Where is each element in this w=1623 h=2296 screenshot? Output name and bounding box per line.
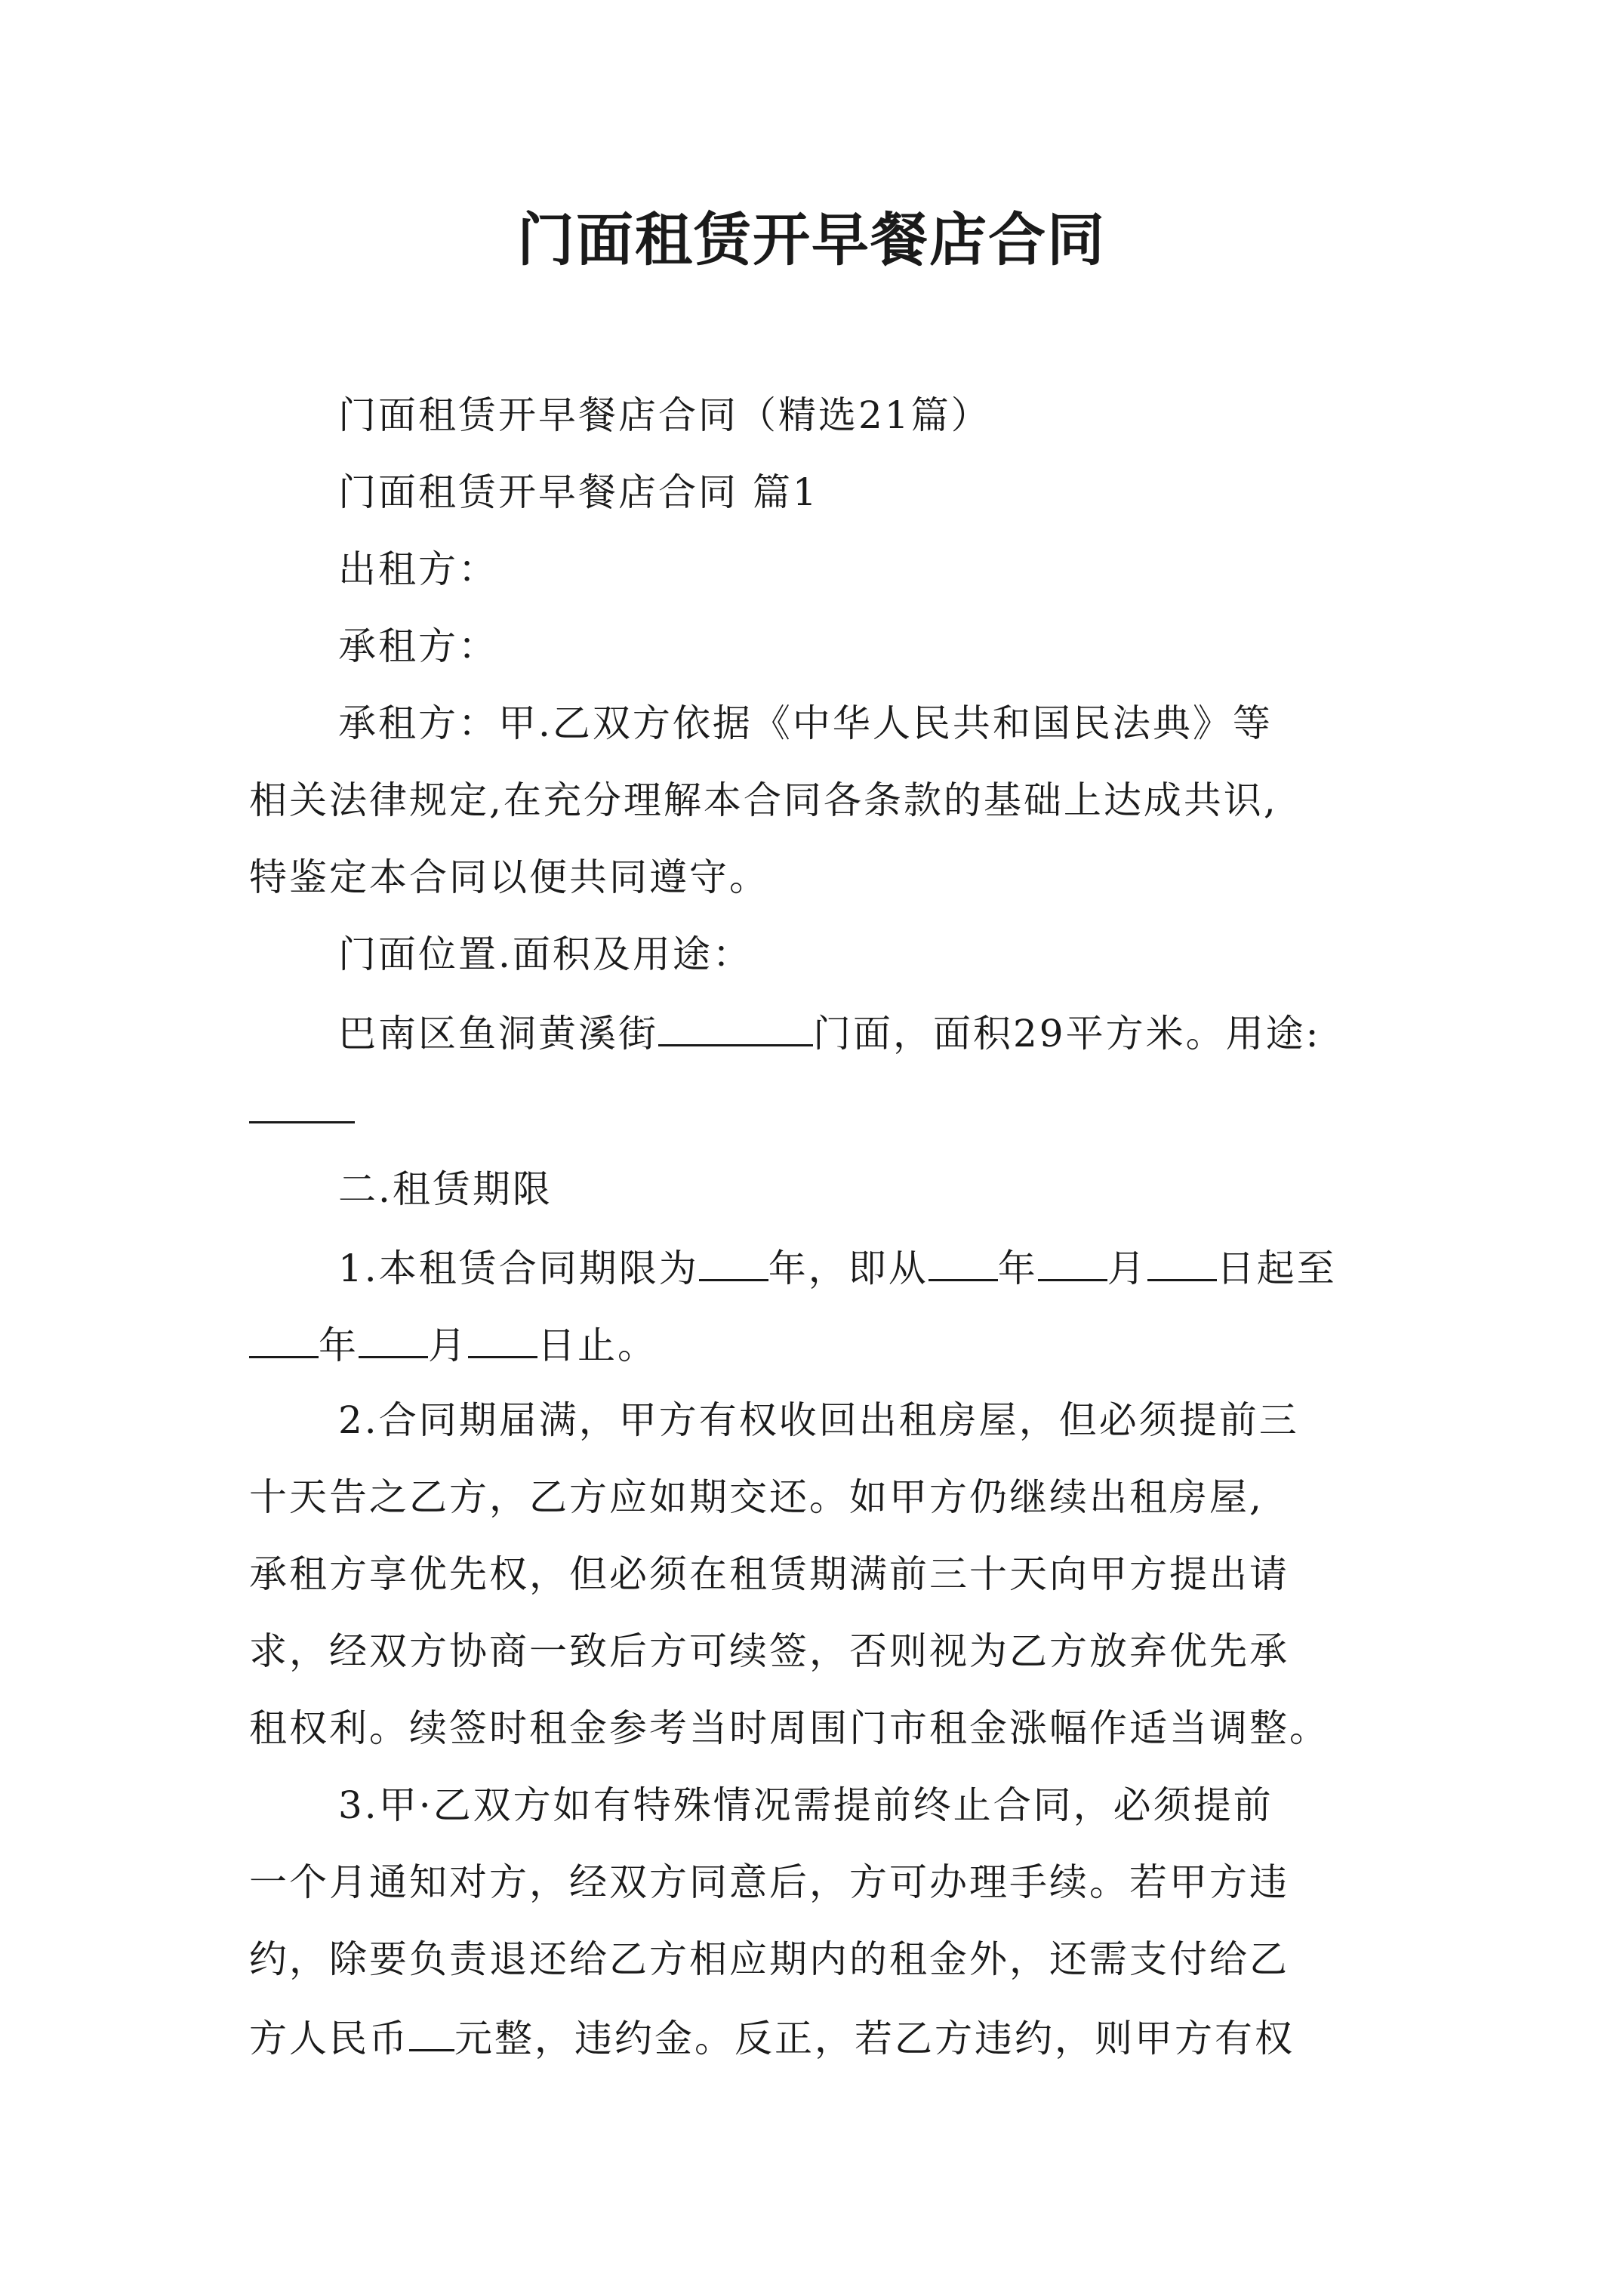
clause-line: 十天告之乙方，乙方应如期交还。如甲方仍继续出租房屋, bbox=[249, 1475, 1264, 1519]
section-heading: 门面租赁开早餐店合同 篇1 bbox=[338, 470, 819, 514]
clause-line bbox=[338, 1240, 1337, 1295]
clause-text: 方人民币 bbox=[249, 2017, 409, 2060]
clause-line: 求，经双方协商一致后方可续签，否则视为乙方放弃优先承 bbox=[249, 1629, 1289, 1673]
fill-in-blank bbox=[468, 1317, 537, 1358]
clause-text: 年 bbox=[997, 1247, 1038, 1290]
fill-in-blank bbox=[409, 2010, 454, 2051]
clause-text: 年，即从 bbox=[768, 1247, 929, 1290]
fill-in-blank bbox=[1038, 1240, 1107, 1281]
location-text: 巴南区鱼洞黄溪街 bbox=[338, 1012, 658, 1056]
location-line bbox=[338, 1005, 1320, 1060]
clause-line bbox=[249, 2010, 1295, 2065]
fill-in-blank bbox=[1147, 1240, 1217, 1281]
intro-line: 特鉴定本合同以便共同遵守。 bbox=[249, 855, 769, 899]
location-heading: 门面位置.面积及用途： bbox=[338, 932, 753, 976]
fill-in-blank bbox=[359, 1317, 428, 1358]
usage-blank-line bbox=[249, 1082, 355, 1137]
lessee-label: 承租方： bbox=[338, 624, 498, 668]
clause-text: 元整，违约金。反正，若乙方违约，则甲方有权 bbox=[454, 2017, 1295, 2060]
clause-line: 一个月通知对方，经双方同意后，方可办理手续。若甲方违 bbox=[249, 1860, 1289, 1904]
document-subtitle: 门面租赁开早餐店合同（精选21篇） bbox=[338, 393, 991, 437]
term-heading: 二.租赁期限 bbox=[338, 1167, 553, 1211]
lessor-label: 出租方： bbox=[338, 547, 498, 591]
clause-line: 2.合同期届满，甲方有权收回出租房屋，但必须提前三 bbox=[338, 1398, 1299, 1442]
intro-line: 承租方：甲.乙双方依据《中华人民共和国民法典》等 bbox=[338, 701, 1273, 745]
fill-in-blank bbox=[249, 1317, 319, 1358]
clause-text: 月 bbox=[1107, 1247, 1147, 1290]
clause-text: 日起至 bbox=[1216, 1247, 1337, 1290]
clause-line: 约，除要负责退还给乙方相应期内的租金外，还需支付给乙 bbox=[249, 1937, 1289, 1981]
clause-line: 承租方享优先权，但必须在租赁期满前三十天向甲方提出请 bbox=[249, 1552, 1289, 1596]
location-text: 门面，面积29平方米。用途: bbox=[813, 1012, 1321, 1056]
fill-in-blank bbox=[699, 1240, 768, 1281]
clause-text: 1.本租赁合同期限为 bbox=[338, 1247, 699, 1290]
clause-text: 年 bbox=[319, 1324, 359, 1367]
clause-text: 日止。 bbox=[537, 1324, 658, 1367]
clause-line bbox=[249, 1317, 658, 1372]
fill-in-blank bbox=[658, 1005, 813, 1046]
fill-in-blank bbox=[929, 1240, 998, 1281]
document-title: 门面租赁开早餐店合同 bbox=[517, 206, 1106, 273]
clause-text: 月 bbox=[428, 1324, 468, 1367]
fill-in-blank bbox=[249, 1082, 355, 1123]
clause-line: 租权利。续签时租金参考当时周围门市租金涨幅作适当调整。 bbox=[249, 1706, 1329, 1750]
clause-line: 3.甲·乙双方如有特殊情况需提前终止合同，必须提前 bbox=[338, 1783, 1273, 1827]
intro-line: 相关法律规定,在充分理解本合同各条款的基础上达成共识, bbox=[249, 778, 1278, 822]
